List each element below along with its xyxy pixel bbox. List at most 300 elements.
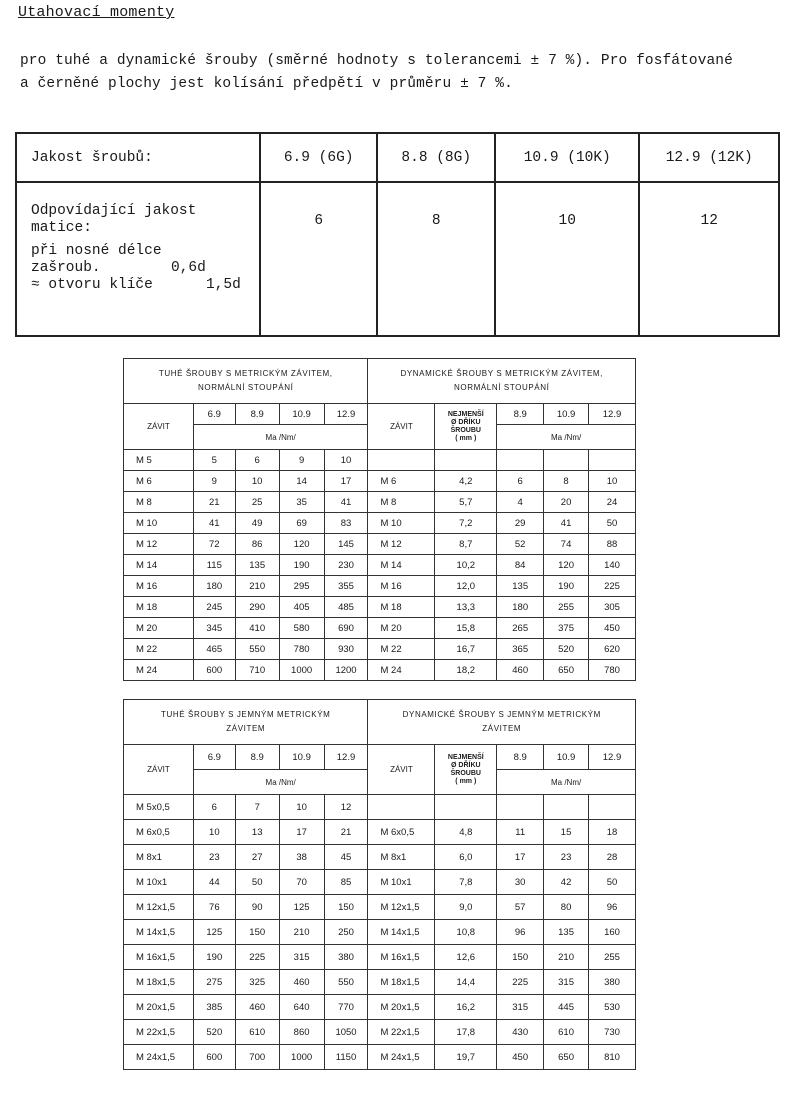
torque-cell: 315 [497,995,544,1020]
intro-line-1: pro tuhé a dynamické šrouby (směrné hodnoty s tolerancemi ± 7 %). Pro fosfátované [20,53,733,69]
torque-cell [544,795,589,820]
thread-cell: M 22 [124,639,194,660]
grade-cell: 8.8 (8G) [377,133,495,182]
grade-header: 12.9 [324,745,368,770]
torque-cell: 24 [589,492,636,513]
torque-cell: 115 [193,555,235,576]
thread-cell: M 6x0,5 [368,820,435,845]
torque-cell [497,450,544,471]
caption-line: TUHÉ ŠROUBY S METRICKÝM ZÁVITEM, [158,369,333,378]
thread-cell: M 24x1,5 [368,1045,435,1070]
torque-cell: 150 [497,945,544,970]
torque-cell: 1200 [324,660,368,681]
torque-cell: 405 [279,597,324,618]
min-shank-cell: 16,2 [435,995,497,1020]
torque-cell: 930 [324,639,368,660]
torque-cell: 38 [279,845,324,870]
min-shank-cell: 17,8 [435,1020,497,1045]
torque-cell: 83 [324,513,368,534]
thread-label: zašroub. [31,260,101,276]
nut-grade-cell: 12 [639,182,779,336]
min-shank-cell: 12,6 [435,945,497,970]
thread-cell: M 24 [368,660,435,681]
torque-unit: Ma /Nm/ [193,425,368,450]
torque-cell: 20 [544,492,589,513]
table-row [124,597,636,618]
torque-cell: 70 [279,870,324,895]
torque-cell: 29 [497,513,544,534]
torque-cell: 180 [193,576,235,597]
grade-header: 10.9 [544,745,589,770]
torque-cell: 265 [497,618,544,639]
thread-cell: M 8 [368,492,435,513]
intro-line-2: a černěné plochy jest kolísání předpětí v průměru ± 7 %. [20,76,513,92]
torque-cell: 1050 [324,1020,368,1045]
torque-cell: 12 [324,795,368,820]
min-shank-cell: 7,8 [435,870,497,895]
torque-cell: 610 [544,1020,589,1045]
min-shank-cell: 12,0 [435,576,497,597]
torque-cell: 730 [589,1020,636,1045]
torque-cell: 580 [279,618,324,639]
table-row [124,639,636,660]
rigid-bolts-caption [124,359,368,404]
torque-cell: 52 [497,534,544,555]
torque-cell: 15 [544,820,589,845]
thread-cell: M 24 [124,660,194,681]
thread-cell: M 16 [124,576,194,597]
table-row [124,970,636,995]
torque-cell: 210 [279,920,324,945]
nut-label-line: matice: [31,220,92,236]
min-shank-cell: 15,8 [435,618,497,639]
torque-cell: 1150 [324,1045,368,1070]
grade-header: 8.9 [497,404,544,425]
torque-cell: 4 [497,492,544,513]
thread-cell: M 22x1,5 [124,1020,194,1045]
torque-cell: 295 [279,576,324,597]
torque-cell: 275 [193,970,235,995]
torque-cell: 380 [589,970,636,995]
torque-unit: Ma /Nm/ [193,770,368,795]
min-shank-cell: 9,0 [435,895,497,920]
table-row [124,534,636,555]
torque-cell: 210 [544,945,589,970]
min-shank-cell: 8,7 [435,534,497,555]
thread-cell: M 14x1,5 [368,920,435,945]
torque-cell: 41 [324,492,368,513]
min-shank-line: ( mm ) [455,777,477,785]
thread-cell: M 5 [124,450,194,471]
dynamic-bolts-caption [368,359,636,404]
thread-length-row [31,260,259,277]
torque-cell: 530 [589,995,636,1020]
torque-cell: 30 [497,870,544,895]
torque-cell: 460 [497,660,544,681]
grade-header: 12.9 [589,404,636,425]
thread-header: ZÁVIT [124,404,194,450]
min-shank-line: ( mm ) [455,434,477,442]
thread-cell: M 16x1,5 [368,945,435,970]
caption-row [124,700,636,745]
torque-cell: 365 [497,639,544,660]
min-shank-line: Ø DŘÍKU [451,418,481,426]
caption-line: DYNAMICKÉ ŠROUBY S JEMNÝM METRICKÝM [402,710,601,719]
thread-cell: M 22x1,5 [368,1020,435,1045]
torque-cell: 11 [497,820,544,845]
key-value: 1,5d [206,277,241,293]
torque-cell: 450 [589,618,636,639]
bolt-quality-label: Jakost šroubů: [16,133,260,182]
thread-cell [368,795,435,820]
thread-cell: M 8 [124,492,194,513]
min-shank-cell: 5,7 [435,492,497,513]
min-shank-line: Ø DŘÍKU [451,761,481,769]
torque-cell: 10 [324,450,368,471]
torque-cell: 96 [589,895,636,920]
table-row [124,450,636,471]
page-title: Utahovací momenty [18,4,175,21]
torque-cell: 1000 [279,660,324,681]
torque-cell: 21 [324,820,368,845]
torque-cell: 10 [279,795,324,820]
torque-cell: 17 [324,471,368,492]
min-shank-line: NEJMENŠÍ [447,410,484,418]
torque-cell: 345 [193,618,235,639]
nut-label-line: Odpovídající jakost [31,203,197,219]
torque-cell: 255 [589,945,636,970]
torque-cell: 10 [235,471,279,492]
torque-cell: 190 [279,555,324,576]
torque-cell: 700 [235,1045,279,1070]
thread-value: 0,6d [171,260,206,276]
torque-cell: 27 [235,845,279,870]
torque-cell: 450 [497,1045,544,1070]
torque-cell: 325 [235,970,279,995]
min-shank-line: ŠROUBU [450,769,481,777]
min-shank-cell: 6,0 [435,845,497,870]
torque-cell: 465 [193,639,235,660]
torque-cell: 460 [235,995,279,1020]
caption-line: DYNAMICKÉ ŠROUBY S METRICKÝM ZÁVITEM, [400,369,603,378]
caption-line: TUHÉ ŠROUBY S JEMNÝM METRICKÝM [161,710,331,719]
thread-cell: M 18 [368,597,435,618]
dynamic-bolts-caption [368,700,636,745]
torque-cell: 520 [193,1020,235,1045]
min-shank-line: ŠROUBU [450,426,481,434]
torque-cell: 550 [324,970,368,995]
thread-cell: M 20 [124,618,194,639]
torque-cell: 410 [235,618,279,639]
nut-grade-cell: 8 [377,182,495,336]
thread-cell: M 14 [368,555,435,576]
torque-cell: 190 [193,945,235,970]
table-row [124,618,636,639]
grade-header: 8.9 [235,745,279,770]
torque-cell: 640 [279,995,324,1020]
torque-cell: 430 [497,1020,544,1045]
torque-cell: 250 [324,920,368,945]
torque-cell [589,795,636,820]
table-row [124,845,636,870]
torque-cell: 770 [324,995,368,1020]
torque-cell: 13 [235,820,279,845]
caption-line: NORMÁLNÍ STOUPÁNÍ [198,383,294,392]
torque-cell: 9 [279,450,324,471]
torque-cell: 90 [235,895,279,920]
torque-cell: 76 [193,895,235,920]
torque-cell: 18 [589,820,636,845]
grade-cell: 10.9 (10K) [495,133,639,182]
grade-cell: 12.9 (12K) [639,133,779,182]
grade-header: 10.9 [279,404,324,425]
thread-cell: M 14 [124,555,194,576]
caption-line: NORMÁLNÍ STOUPÁNÍ [454,383,550,392]
table-row [124,555,636,576]
nut-quality-label [16,182,260,336]
torque-cell: 120 [544,555,589,576]
table-row [124,660,636,681]
thread-cell: M 6 [124,471,194,492]
torque-cell: 120 [279,534,324,555]
grade-header: 8.9 [497,745,544,770]
torque-cell: 135 [544,920,589,945]
torque-cell: 145 [324,534,368,555]
torque-cell: 600 [193,660,235,681]
torque-cell: 550 [235,639,279,660]
grade-cell: 6.9 (6G) [260,133,378,182]
torque-cell: 69 [279,513,324,534]
torque-cell: 245 [193,597,235,618]
thread-cell: M 20 [368,618,435,639]
torque-cell: 375 [544,618,589,639]
torque-cell: 135 [497,576,544,597]
grade-header-row [124,745,636,770]
key-opening-row [31,277,259,294]
torque-cell: 28 [589,845,636,870]
thread-cell: M 6x0,5 [124,820,194,845]
torque-cell: 125 [193,920,235,945]
torque-cell: 80 [544,895,589,920]
quality-nut-row [16,182,779,336]
torque-cell: 380 [324,945,368,970]
torque-cell: 10 [193,820,235,845]
torque-cell: 86 [235,534,279,555]
torque-cell: 150 [235,920,279,945]
caption-line: ZÁVITEM [482,724,522,733]
grade-header: 6.9 [193,745,235,770]
torque-cell: 88 [589,534,636,555]
torque-cell: 45 [324,845,368,870]
table-row [124,920,636,945]
table-row [124,1020,636,1045]
grade-header-row [124,404,636,425]
thread-cell: M 20x1,5 [124,995,194,1020]
torque-cell: 74 [544,534,589,555]
intro-paragraph [20,50,790,96]
torque-cell: 125 [279,895,324,920]
torque-cell: 25 [235,492,279,513]
torque-cell: 710 [235,660,279,681]
torque-cell: 620 [589,639,636,660]
length-label: při nosné délce [31,243,162,259]
torque-cell: 385 [193,995,235,1020]
thread-cell: M 10x1 [368,870,435,895]
torque-cell: 10 [589,471,636,492]
torque-cell: 84 [497,555,544,576]
thread-cell: M 12x1,5 [124,895,194,920]
grade-header: 12.9 [589,745,636,770]
thread-cell: M 16 [368,576,435,597]
fine-thread-torque-table [123,699,636,1070]
torque-cell: 50 [235,870,279,895]
thread-cell: M 18x1,5 [368,970,435,995]
thread-cell: M 10x1 [124,870,194,895]
torque-cell: 41 [193,513,235,534]
min-shank-cell: 13,3 [435,597,497,618]
thread-header: ZÁVIT [124,745,194,795]
table-row [124,513,636,534]
thread-header: ZÁVIT [368,745,435,795]
thread-cell: M 8x1 [368,845,435,870]
min-shank-header [435,404,497,450]
table-row [124,471,636,492]
thread-cell: M 18x1,5 [124,970,194,995]
torque-cell: 14 [279,471,324,492]
torque-cell: 600 [193,1045,235,1070]
torque-cell: 810 [589,1045,636,1070]
torque-cell: 7 [235,795,279,820]
table-row [124,995,636,1020]
torque-cell: 72 [193,534,235,555]
torque-cell: 50 [589,513,636,534]
thread-cell: M 12 [124,534,194,555]
quality-table [15,132,780,337]
torque-unit: Ma /Nm/ [497,770,636,795]
thread-cell: M 20x1,5 [368,995,435,1020]
min-shank-cell: 4,2 [435,471,497,492]
min-shank-cell: 16,7 [435,639,497,660]
torque-cell: 8 [544,471,589,492]
torque-cell: 21 [193,492,235,513]
min-shank-header [435,745,497,795]
torque-cell: 210 [235,576,279,597]
torque-cell: 190 [544,576,589,597]
torque-cell: 42 [544,870,589,895]
thread-cell: M 12x1,5 [368,895,435,920]
torque-cell: 610 [235,1020,279,1045]
thread-cell: M 10 [124,513,194,534]
min-shank-cell [435,795,497,820]
table-row [124,576,636,597]
torque-cell: 6 [497,471,544,492]
torque-cell: 255 [544,597,589,618]
torque-cell: 6 [235,450,279,471]
torque-cell: 230 [324,555,368,576]
torque-cell: 17 [279,820,324,845]
torque-cell: 650 [544,660,589,681]
torque-cell [544,450,589,471]
grade-header: 6.9 [193,404,235,425]
table-row [124,1045,636,1070]
torque-cell: 460 [279,970,324,995]
torque-cell: 305 [589,597,636,618]
thread-cell: M 5x0,5 [124,795,194,820]
torque-unit: Ma /Nm/ [497,425,636,450]
torque-cell: 44 [193,870,235,895]
caption-row [124,359,636,404]
torque-cell: 780 [279,639,324,660]
torque-cell [589,450,636,471]
torque-cell: 290 [235,597,279,618]
torque-cell [497,795,544,820]
thread-cell: M 14x1,5 [124,920,194,945]
torque-cell: 23 [193,845,235,870]
torque-cell: 355 [324,576,368,597]
table-row [124,870,636,895]
torque-cell: 520 [544,639,589,660]
grade-header: 10.9 [544,404,589,425]
torque-cell: 225 [589,576,636,597]
min-shank-cell: 7,2 [435,513,497,534]
torque-cell: 150 [324,895,368,920]
grade-header: 8.9 [235,404,279,425]
torque-cell: 1000 [279,1045,324,1070]
torque-cell: 160 [589,920,636,945]
nut-grade-cell: 10 [495,182,639,336]
min-shank-cell [435,450,497,471]
torque-cell: 860 [279,1020,324,1045]
torque-cell: 9 [193,471,235,492]
torque-cell: 85 [324,870,368,895]
thread-cell: M 22 [368,639,435,660]
min-shank-line: NEJMENŠÍ [447,753,484,761]
min-shank-cell: 4,8 [435,820,497,845]
table-row [124,795,636,820]
thread-cell: M 16x1,5 [124,945,194,970]
torque-cell: 135 [235,555,279,576]
grade-header: 10.9 [279,745,324,770]
min-shank-cell: 10,2 [435,555,497,576]
thread-cell: M 18 [124,597,194,618]
thread-cell: M 24x1,5 [124,1045,194,1070]
torque-cell: 17 [497,845,544,870]
torque-cell: 6 [193,795,235,820]
key-label: ≈ otvoru klíče [31,277,153,293]
torque-cell: 315 [279,945,324,970]
coarse-thread-torque-table [123,358,636,681]
torque-cell: 23 [544,845,589,870]
torque-cell: 690 [324,618,368,639]
torque-cell: 140 [589,555,636,576]
torque-cell: 5 [193,450,235,471]
min-shank-cell: 18,2 [435,660,497,681]
torque-cell: 225 [235,945,279,970]
table-row [124,895,636,920]
rigid-bolts-caption [124,700,368,745]
torque-cell: 225 [497,970,544,995]
torque-cell: 485 [324,597,368,618]
torque-cell: 49 [235,513,279,534]
thread-cell: M 12 [368,534,435,555]
torque-cell: 315 [544,970,589,995]
min-shank-cell: 14,4 [435,970,497,995]
torque-cell: 35 [279,492,324,513]
torque-cell: 780 [589,660,636,681]
caption-line: ZÁVITEM [226,724,266,733]
thread-cell: M 8x1 [124,845,194,870]
grade-header: 12.9 [324,404,368,425]
